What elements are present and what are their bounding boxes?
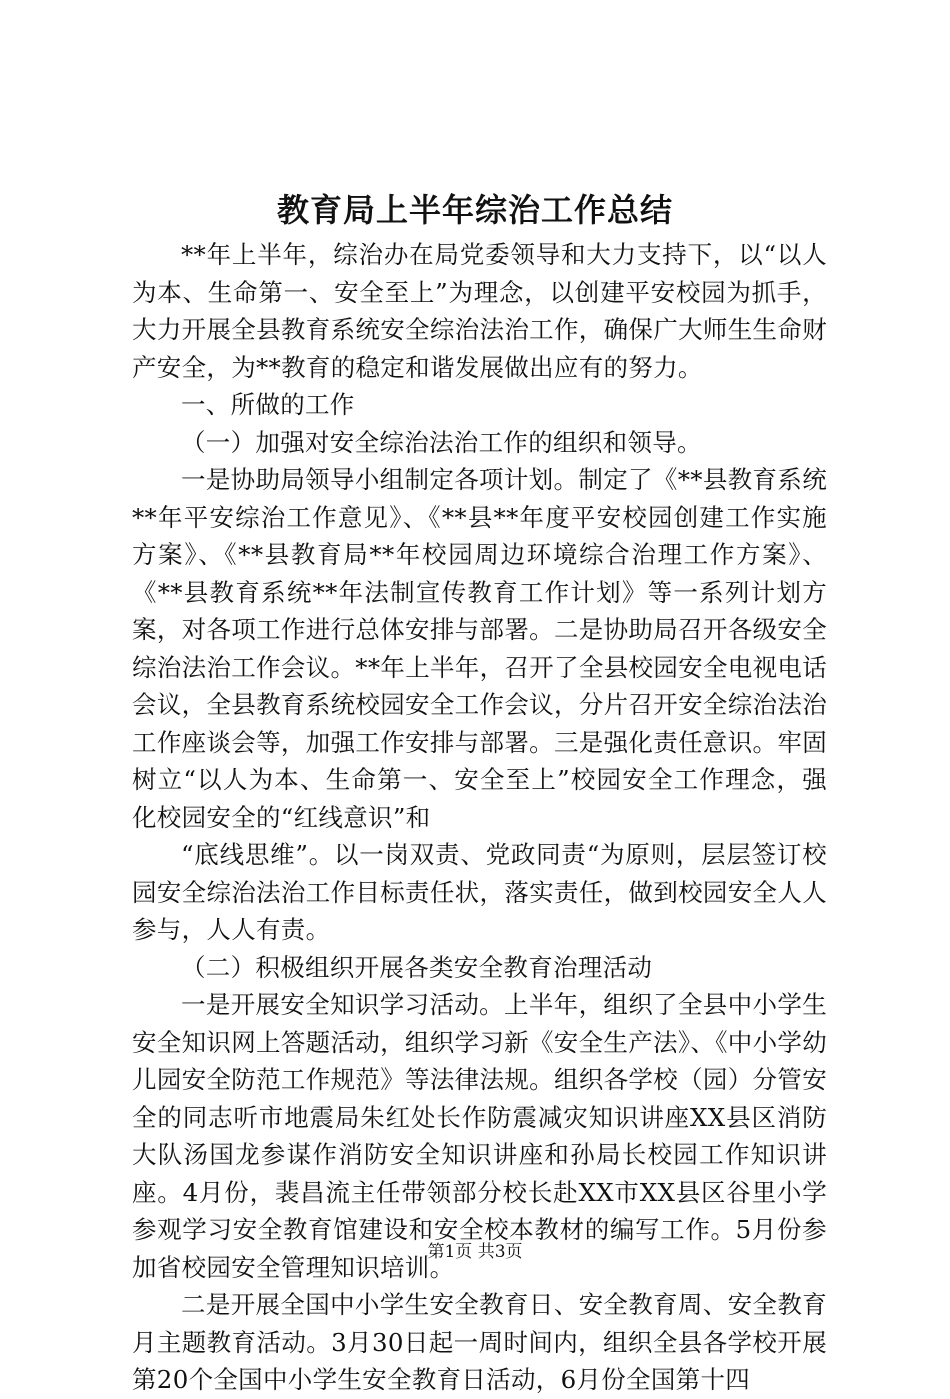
body-paragraph: 一是协助局领导小组制定各项计划。制定了《**县教育系统**年平安综治工作意见》、《**县**年度平安校园创建工作实施方案》、《**县教育局**年校园周边环境综合治理工作方案》、《**县教育系统**年法制宣传教育工作计划》等一系列计划方案，对各项工作进行总体安排与部署。二是协助局召开各级安全综治法治工作会议。**年上半年，召开了全县校园安全电视电话会议，全县教育系统校园安全工作会议，分片召开安全综治法治工作座谈会等，加强工作安排与部署。三是强化责任意识。牢固树立“以人为本、生命第一、安全至上”校园安全工作理念，强化校园安全的“红线意识”和 <box>132 465 827 832</box>
body-paragraph: 一是开展安全知识学习活动。上半年，组织了全县中小学生安全知识网上答题活动，组织学习新《安全生产法》、《中小学幼儿园安全防范工作规范》等法律法规。组织各学校（园）分管安全的同志听市地震局朱红处长作防震减灾知识讲座XX县区消防大队汤国龙参谋作消防安全知识讲座和孙局长校园工作知识讲座。4月份，裴昌流主任带领部分校长赴XX市XX县区谷里小学参观学习安全教育馆建设和安全校本教材的编写工作。5月份参加省校园安全管理知识培训。 <box>132 990 827 1282</box>
body-paragraph-continued: “底线思维”。以一岗双责、党政同责“为原则，层层签订校园安全综治法治工作目标责任状，落实责任，做到校园安全人人参与，人人有责。 <box>132 840 827 944</box>
body-paragraph: 二是开展全国中小学生安全教育日、安全教育周、安全教育月主题教育活动。3月30日起一周时间内，组织全县各学校开展第20个全国中小学生安全教育日活动，6月份全国第十四 <box>132 1290 827 1394</box>
intro-paragraph: **年上半年，综治办在局党委领导和大力支持下，以“以人为本、生命第一、安全至上”为理念，以创建平安校园为抓手，大力开展全县教育系统安全综治法治工作，确保广大师生生命财产安全，为**教育的稳定和谐发展做出应有的努力。 <box>132 240 827 382</box>
document-title: 教育局上半年综治工作总结 <box>276 191 673 229</box>
subsection-heading-2: （二）积极组织开展各类安全教育治理活动 <box>181 952 653 982</box>
subsection-heading-1: （一）加强对安全综治法治工作的组织和领导。 <box>181 427 702 457</box>
document-body <box>132 236 827 1399</box>
page-footer: 第1页 共3页 <box>427 1242 523 1262</box>
section-heading-1: 一、所做的工作 <box>181 390 355 419</box>
